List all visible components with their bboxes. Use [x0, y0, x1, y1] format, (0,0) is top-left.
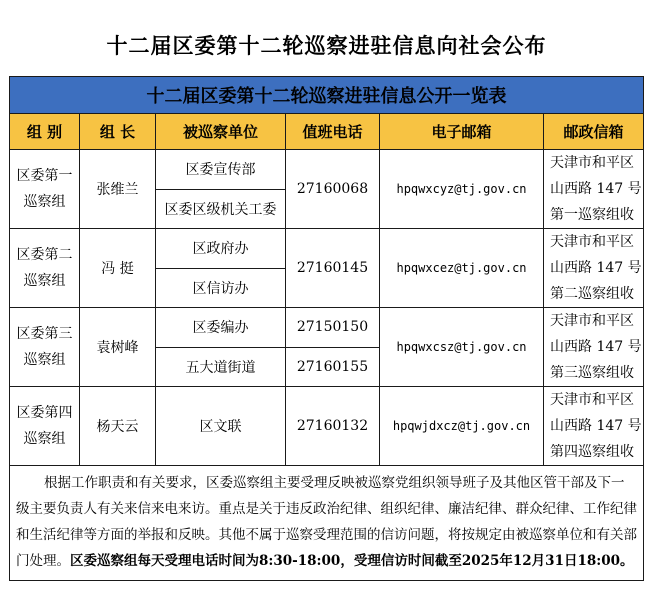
group-name-line: 区委第二	[16, 247, 73, 263]
address-line: 天津市和平区	[550, 234, 634, 250]
group-name-cell	[10, 308, 80, 387]
phone-cell: 27160068	[286, 150, 380, 229]
address-line: 山西路 147 号	[550, 260, 642, 276]
group-name-line: 区委第一	[16, 168, 73, 184]
unit-cell: 区委区级机关工委	[156, 189, 286, 229]
table-row	[10, 150, 644, 190]
leader-cell: 张维兰	[80, 150, 156, 229]
table-header-row	[10, 114, 644, 150]
leader-cell: 袁树峰	[80, 308, 156, 387]
mailbox-cell	[544, 150, 644, 229]
unit-cell: 五大道街道	[156, 347, 286, 387]
info-table	[9, 76, 644, 581]
unit-cell: 区委编办	[156, 308, 286, 348]
mailbox-cell	[544, 387, 644, 466]
table-row	[10, 387, 644, 466]
header-unit: 被巡察单位	[156, 114, 286, 150]
address-line: 天津市和平区	[550, 313, 634, 329]
phone-cell: 27160132	[286, 387, 380, 466]
notice-text: 根据工作职责和有关要求，区委巡察组主要受理反映被巡察党组织领导班子及其他区管干部及下一级主要负责人有关来信来电来访。重点是关于违反政治纪律、组织纪律、廉洁纪律、群众纪律、工作纪律和生活纪律等方面的举报和反映。其他不属于巡察受理范围的信访问题，将按规定由被巡察单位和有关部门处理。	[16, 475, 637, 569]
phone-cell: 27160145	[286, 229, 380, 308]
notice-bold-text: 区委巡察组每天受理电话时间为8:30-18:00，受理信访时间截至2025年12月31日18:00。	[70, 553, 634, 569]
address-line: 第一巡察组收	[550, 207, 634, 223]
page-title: 十二届区委第十二轮巡察进驻信息向社会公布	[106, 34, 547, 58]
notice-row	[10, 466, 644, 581]
group-name-line: 区委第四	[16, 405, 73, 421]
address-line: 第二巡察组收	[550, 286, 634, 302]
unit-cell: 区政府办	[156, 229, 286, 269]
header-phone: 值班电话	[286, 114, 380, 150]
leader-cell: 杨天云	[80, 387, 156, 466]
unit-cell: 区信访办	[156, 268, 286, 308]
address-line: 山西路 147 号	[550, 418, 642, 434]
address-line: 天津市和平区	[550, 155, 634, 171]
info-table-container	[9, 76, 643, 581]
email-cell[interactable]: hpqwxcyz@tj.gov.cn	[380, 150, 544, 229]
header-group: 组 别	[10, 114, 80, 150]
mailbox-cell	[544, 308, 644, 387]
header-email: 电子邮箱	[380, 114, 544, 150]
group-name-cell	[10, 229, 80, 308]
group-name-cell	[10, 387, 80, 466]
address-line: 山西路 147 号	[550, 181, 642, 197]
phone-cell: 27150150	[286, 308, 380, 348]
group-name-line: 巡察组	[23, 431, 66, 447]
unit-cell: 区文联	[156, 387, 286, 466]
address-line: 山西路 147 号	[550, 339, 642, 355]
group-name-line: 巡察组	[23, 273, 66, 289]
group-name-cell	[10, 150, 80, 229]
email-cell[interactable]: hpqwjdxcz@tj.gov.cn	[380, 387, 544, 466]
group-name-line: 巡察组	[23, 194, 66, 210]
notice-cell	[10, 466, 644, 581]
table-row	[10, 229, 644, 269]
phone-cell: 27160155	[286, 347, 380, 387]
header-leader: 组 长	[80, 114, 156, 150]
address-line: 第四巡察组收	[550, 444, 634, 460]
email-cell[interactable]: hpqwxcsz@tj.gov.cn	[380, 308, 544, 387]
table-row	[10, 308, 644, 348]
header-mailbox: 邮政信箱	[544, 114, 644, 150]
group-name-line: 巡察组	[23, 352, 66, 368]
address-line: 第三巡察组收	[550, 365, 634, 381]
group-name-line: 区委第三	[16, 326, 73, 342]
table-title: 十二届区委第十二轮巡察进驻信息公开一览表	[10, 77, 644, 114]
email-cell[interactable]: hpqwxcez@tj.gov.cn	[380, 229, 544, 308]
address-line: 天津市和平区	[550, 392, 634, 408]
mailbox-cell	[544, 229, 644, 308]
unit-cell: 区委宣传部	[156, 150, 286, 190]
leader-cell: 冯 挺	[80, 229, 156, 308]
